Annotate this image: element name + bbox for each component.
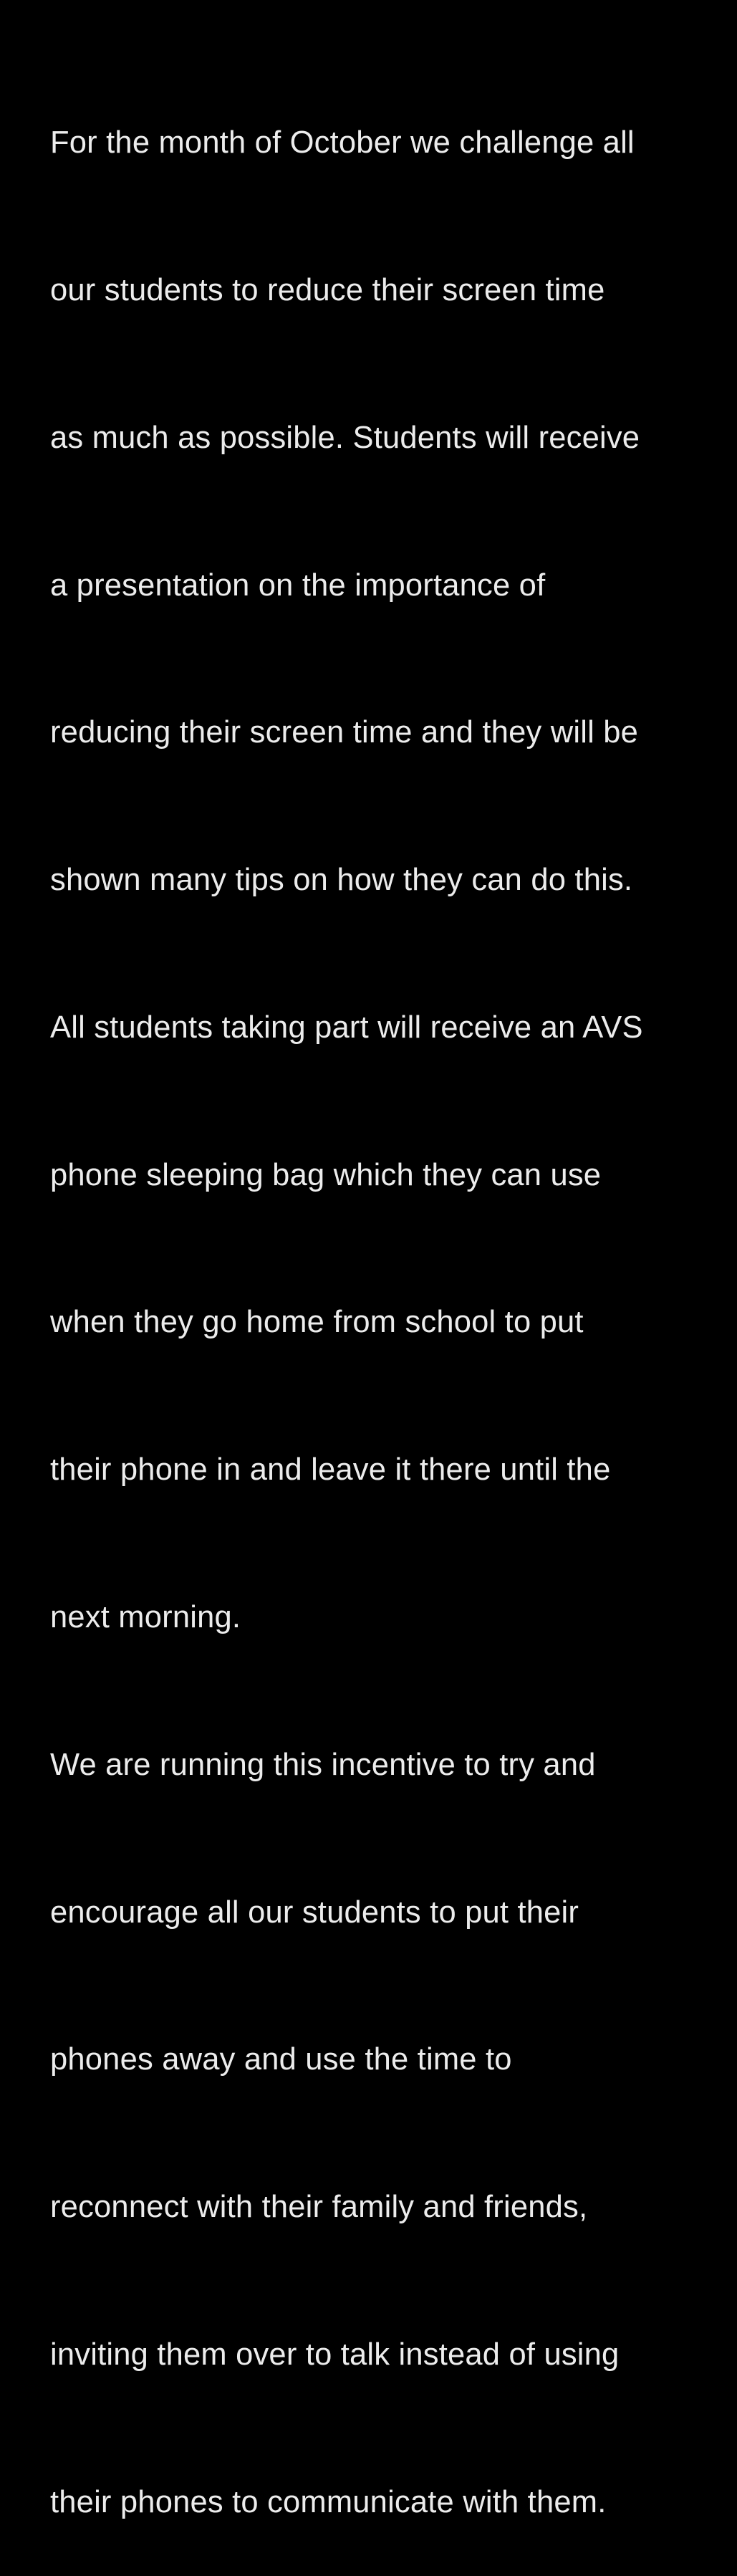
note-line: as much as possible. Students will receive (50, 420, 640, 455)
note-line: encourage all our students to put their (50, 1895, 579, 1930)
note-line: their phone in and leave it there until the (50, 1452, 611, 1488)
note-line: phone sleeping bag which they can use (50, 1157, 602, 1192)
note-line: their phones to communicate with them. (50, 2484, 607, 2519)
note-line: a presentation on the importance of (50, 568, 546, 603)
note-line: next morning. (50, 1600, 241, 1634)
note-line: All students taking part will receive an AVS (50, 1010, 643, 1045)
note-line: when they go home from school to put (50, 1305, 584, 1340)
note-line: phones away and use the time to (50, 2042, 512, 2077)
note-line: We are running this incentive to try and (50, 1747, 596, 1782)
note-line: our students to reduce their screen time (50, 272, 605, 307)
note-line: reducing their screen time and they will be (50, 715, 639, 750)
note-line: For the month of October we challenge all (50, 125, 635, 161)
note-line: reconnect with their family and friends, (50, 2190, 588, 2225)
note-line: inviting them over to talk instead of using (50, 2337, 620, 2372)
note-text (50, 20, 731, 2576)
note-line: shown many tips on how they can do this. (50, 863, 633, 898)
